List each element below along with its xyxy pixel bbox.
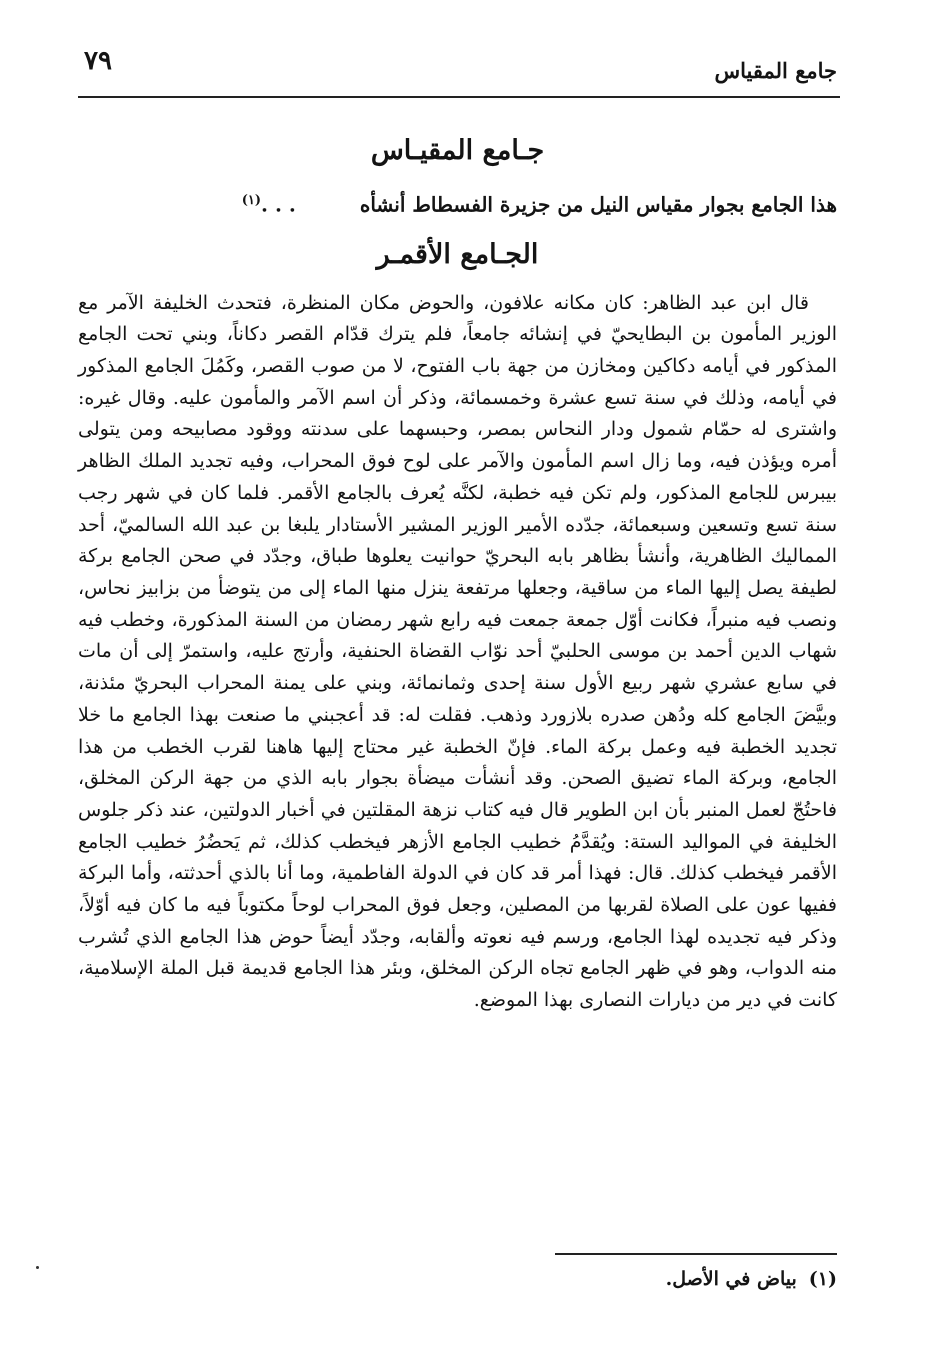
ellipsis-dots: . . .: [261, 192, 296, 217]
page-number: ٧٩: [84, 46, 112, 76]
body-paragraph: قال ابن عبد الظاهر: كان مكانه علافون، والحوض مكان المنظرة، فتحدث الخليفة الآمر مع الوزير المأمون بن البطايحيّ في إنشائه جامعاً، فلم يترك قدّام القصر دكاناً، وبني تحت الجامع المذكور في أيامه دكاكين ومخازن من جهة باب الفتوح، لا من صوب القصر، وكَمُلَ الجامع المذكور في أيامه، وذلك في سنة تسع عشرة وخمسمائة، وذكر أن اسم الآمر والمأمون عليه. وقال غيره: واشترى له حمّام شمول ودار النحاس بمصر، وحبسهما على سدنته ووقود مصابيحه ومن يتولى أمره ويؤذن فيه، وما زال اسم المأمون والآمر على لوح فوق المحراب، وفيه تجديد الملك الظاهر بيبرس للجامع المذكور، ولم تكن فيه خطبة، لكنَّه يُعرف بالجامع الأقمر. فلما كان في شهر رجب سنة تسع وتسعين وسبعمائة، جدّده الأمير الوزير المشير الأستادار يلبغا بن عبد الله السالميّ، أحد المماليك الظاهرية، وأنشأ بظاهر بابه البحريّ حوانيت يعلوها طباق، وجدّد في صحن الجامع بركة لطيفة يصل إليها الماء من ساقية، وجعلها مرتفعة ينزل منها الماء إلى من يتوضأ من بزابيز نحاس، ونصب فيه منبراً، فكانت أوّل جمعة جمعت فيه رابع شهر رمضان من السنة المذكورة، وخطب فيه شهاب الدين أحمد بن موسى الحلبيّ أحد نوّاب القضاة الحنفية، وأرتج عليه، واستمرّ إلى أن مات في سابع عشري شهر ربيع الأول سنة إحدى وثمانمائة، وبني على يمنة المحراب البحريّ مئذنة، وبيَّضَ الجامع كله ودُهن صدره بلازورد وذهب. فقلت له: قد أعجبني ما صنعت بهذا الجامع ما خلا تجديد الخطبة فيه وعمل بركة الماء. فإنّ الخطبة غير محتاج إليها هاهنا لقرب الخطب من هذا الجامع، وبركة الماء تضيق الصحن. وقد أنشأت ميضأة بجوار بابه الذي من جهة الركن المخلق، فاحتُجّ لعمل المنبر بأن ابن الطوير قال فيه كتاب نزهة المقلتين في أخبار الدولتين، عند ذكر جلوس الخليفة في المواليد الستة: ويُقدَّمُ خطيب الجامع الأزهر فيخطب كذلك، ثم يَحضُرُ خطيب الجامع الأقمر فيخطب كذلك. قال: فهذا أمر قد كان في الدولة الفاطمية، وما أنا بالذي أحدثته، وأما البركة ففيها عون على الصلاة لقربها من المصلين، وجعل فوق المحراب لوحاً مكتوباً فيه ما كان فيه أوّلاً، وذكر فيه تجديده لهذا الجامع، ورسم فيه نعوته وألقابه، وجدّد أيضاً حوض هذا الجامع الذي تُشرب منه الدواب، وهو في ظهر الجامع تجاه الركن المخلق، وبئر هذا الجامع قديمة قبل الملة الإسلامية، كانت في دير من ديارات النصارى بهذا الموضع.: [78, 291, 838, 1012]
footnote-rule: [555, 1253, 837, 1255]
intro-text: هذا الجامع بجوار مقياس النيل من جزيرة الفسطاط أنشأه: [359, 192, 837, 217]
footnote-number: (١): [808, 1268, 837, 1290]
section-title-miqyas: جـامع المقيـاس: [370, 135, 545, 166]
footnote-text: بياض في الأصل.: [665, 1268, 797, 1290]
running-header: [78, 36, 837, 96]
running-title: جامع المقياس: [714, 58, 837, 83]
main-text: [78, 128, 837, 1017]
footnote-ref: (١): [241, 193, 262, 208]
intro-ellipsis: [242, 184, 296, 222]
scan-speck: [36, 1266, 39, 1269]
footnote: [666, 1268, 837, 1290]
section-intro: [78, 184, 837, 222]
section-title-aqmar: الجـامع الأقمـر: [376, 238, 539, 270]
header-rule: [78, 96, 840, 98]
